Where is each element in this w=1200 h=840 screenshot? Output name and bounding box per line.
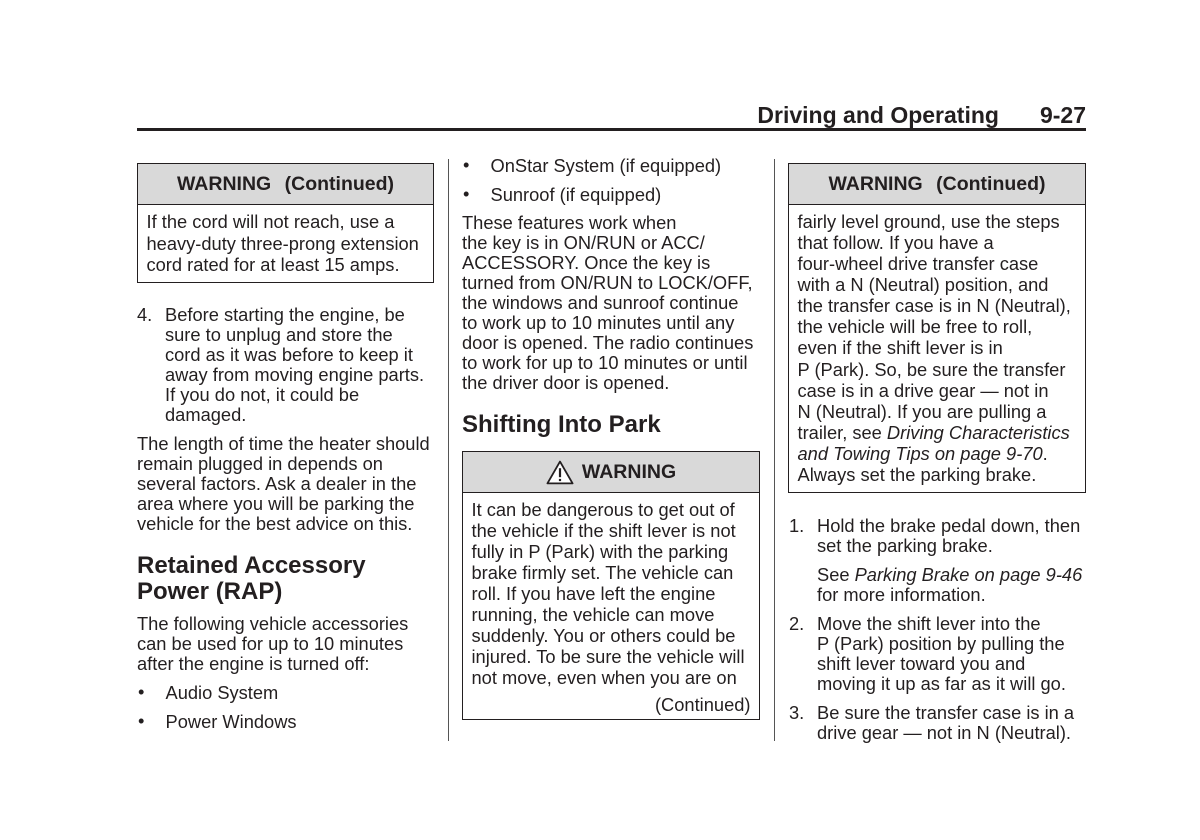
warning-text	[147, 211, 425, 276]
step-number: 3.	[789, 701, 805, 723]
text-line: shift lever toward you and	[817, 652, 1026, 674]
text-line: N (Neutral). If you are pulling a	[797, 400, 1047, 422]
warning-box-header	[463, 452, 759, 493]
step-item-4	[137, 305, 434, 425]
text-line: These features work when	[462, 211, 677, 233]
text-line: Move the shift lever into the	[817, 612, 1041, 634]
text-line: brake firmly set. The vehicle can	[471, 562, 734, 583]
cross-reference: Parking Brake on page 9-46	[854, 563, 1083, 585]
text-line: to work for up to 10 minutes or until	[462, 351, 748, 373]
text-line: can be used for up to 10 minutes	[137, 632, 404, 654]
text-line: Always set the parking brake.	[797, 463, 1037, 485]
running-head	[757, 101, 1086, 129]
step-text	[817, 703, 1086, 743]
list-item-text: OnStar System (if equipped)	[490, 154, 722, 176]
text-line: the driver door is opened.	[462, 371, 670, 393]
text-line	[817, 565, 1086, 585]
rap-intro-paragraph	[137, 614, 434, 674]
text-line: Before starting the engine, be	[165, 303, 405, 325]
text-line: sure to unplug and store the	[165, 323, 393, 345]
accessory-list-continued	[462, 156, 760, 214]
warning-box-header	[138, 164, 433, 205]
warning-title: WARNING (Continued)	[176, 173, 395, 195]
step-item-2	[788, 614, 1086, 694]
text-line: to work up to 10 minutes until any	[462, 311, 735, 333]
text-line: The length of time the heater should	[137, 432, 430, 454]
text-run: trailer, see	[797, 421, 887, 443]
text-line: Retained Accessory	[137, 552, 366, 580]
text-line: Hold the brake pedal down, then	[817, 514, 1081, 536]
text-line: even if the shift lever is in	[797, 337, 1003, 359]
column-divider	[774, 159, 775, 741]
text-line: four-wheel drive transfer case	[797, 253, 1039, 275]
text-line: The following vehicle accessories	[137, 612, 409, 634]
warning-text	[472, 499, 751, 688]
text-line: the windows and sunroof continue	[462, 291, 739, 313]
list-item-text: Sunroof (if equipped)	[490, 183, 662, 205]
text-line: heavy-duty three-prong extension	[146, 232, 419, 254]
list-item	[137, 683, 434, 703]
step-item-1	[788, 516, 1086, 556]
list-item	[137, 712, 434, 732]
text-line: cord as it was before to keep it	[165, 343, 413, 365]
text-line: with a N (Neutral) position, and	[797, 274, 1049, 296]
list-item	[462, 185, 760, 205]
text-line: case is in a drive gear — not in	[797, 379, 1049, 401]
accessory-list	[137, 683, 434, 741]
text-run: See	[817, 563, 855, 585]
warning-triangle-icon	[546, 460, 574, 485]
text-line: P (Park). So, be sure the transfer	[797, 358, 1066, 380]
text-line: cord rated for at least 15 amps.	[146, 254, 400, 275]
list-item-text: Audio System	[165, 681, 279, 703]
text-line: the vehicle will be free to roll,	[797, 316, 1033, 338]
text-line: after the engine is turned off:	[137, 652, 370, 674]
step-number: 1.	[789, 514, 805, 536]
text-line: the key is in ON/RUN or ACC/	[462, 231, 705, 253]
step-number: 4.	[137, 303, 153, 325]
list-item-text: Power Windows	[165, 710, 297, 732]
text-line: drive gear — not in N (Neutral).	[817, 721, 1072, 743]
text-line: turned from ON/RUN to LOCK/OFF,	[462, 271, 753, 293]
text-line: not move, even when you are on	[471, 667, 737, 688]
step-text	[817, 614, 1086, 694]
text-line: area where you will be parking the	[137, 492, 415, 514]
warning-body	[472, 499, 751, 715]
heater-paragraph	[137, 434, 434, 534]
text-line: P (Park) position by pulling the	[817, 632, 1065, 654]
text-line: fully in P (Park) with the parking	[471, 541, 729, 562]
text-line: damaged.	[165, 403, 247, 425]
warning-box	[788, 163, 1086, 493]
text-line: several factors. Ask a dealer in the	[137, 472, 417, 494]
text-line: suddenly. You or others could be	[471, 625, 736, 646]
warning-title: WARNING (Continued)	[828, 173, 1046, 195]
header-rule	[137, 128, 1086, 131]
warning-text	[798, 211, 1077, 485]
text-line: Power (RAP)	[137, 578, 283, 606]
text-line: ACCESSORY. Once the key is	[462, 251, 711, 273]
step-text	[817, 516, 1086, 556]
text-line: If the cord will not reach, use a	[146, 211, 395, 232]
continued-label: (Continued)	[654, 694, 751, 715]
text-line: running, the vehicle can move	[471, 604, 715, 625]
cross-reference: Driving Characteristics	[886, 421, 1070, 443]
warning-title: WARNING	[581, 461, 677, 483]
cross-reference: and Towing Tips on page 9-70	[797, 442, 1043, 464]
page-number: 9-27	[1039, 102, 1086, 128]
text-line: It can be dangerous to get out of	[471, 499, 735, 520]
text-line: that follow. If you have a	[797, 232, 994, 254]
warning-box	[462, 451, 760, 720]
step-text	[165, 305, 434, 425]
step-note	[817, 565, 1086, 605]
text-line: door is opened. The radio continues	[462, 331, 754, 353]
section-title: Driving and Operating	[757, 102, 999, 128]
text-line: remain plugged in depends on	[137, 452, 383, 474]
text-line: vehicle for the best advice on this.	[137, 512, 413, 534]
text-line: fairly level ground, use the steps	[797, 211, 1060, 232]
text-line: away from moving engine parts.	[165, 363, 425, 385]
step-item-3	[788, 703, 1086, 743]
text-run: .	[1042, 442, 1048, 464]
text-line	[798, 443, 1077, 464]
text-line: moving it up as far as it will go.	[817, 672, 1066, 694]
text-line: roll. If you have left the engine	[471, 583, 716, 604]
park-heading: Shifting Into Park	[462, 411, 661, 439]
text-line: injured. To be sure the vehicle will	[471, 646, 745, 667]
list-item	[462, 156, 760, 176]
column-divider	[448, 159, 449, 741]
warning-box	[137, 163, 434, 283]
rap-paragraph	[462, 213, 760, 393]
rap-heading	[137, 553, 434, 605]
step-number: 2.	[789, 612, 805, 634]
text-line: set the parking brake.	[817, 534, 993, 556]
text-line: Be sure the transfer case is in a	[817, 701, 1075, 723]
text-line	[798, 422, 1077, 443]
text-line: If you do not, it could be	[165, 383, 360, 405]
text-line: the vehicle if the shift lever is not	[471, 520, 736, 541]
text-line: for more information.	[817, 583, 986, 605]
text-line: the transfer case is in N (Neutral),	[797, 295, 1071, 317]
warning-box-header	[789, 164, 1085, 205]
